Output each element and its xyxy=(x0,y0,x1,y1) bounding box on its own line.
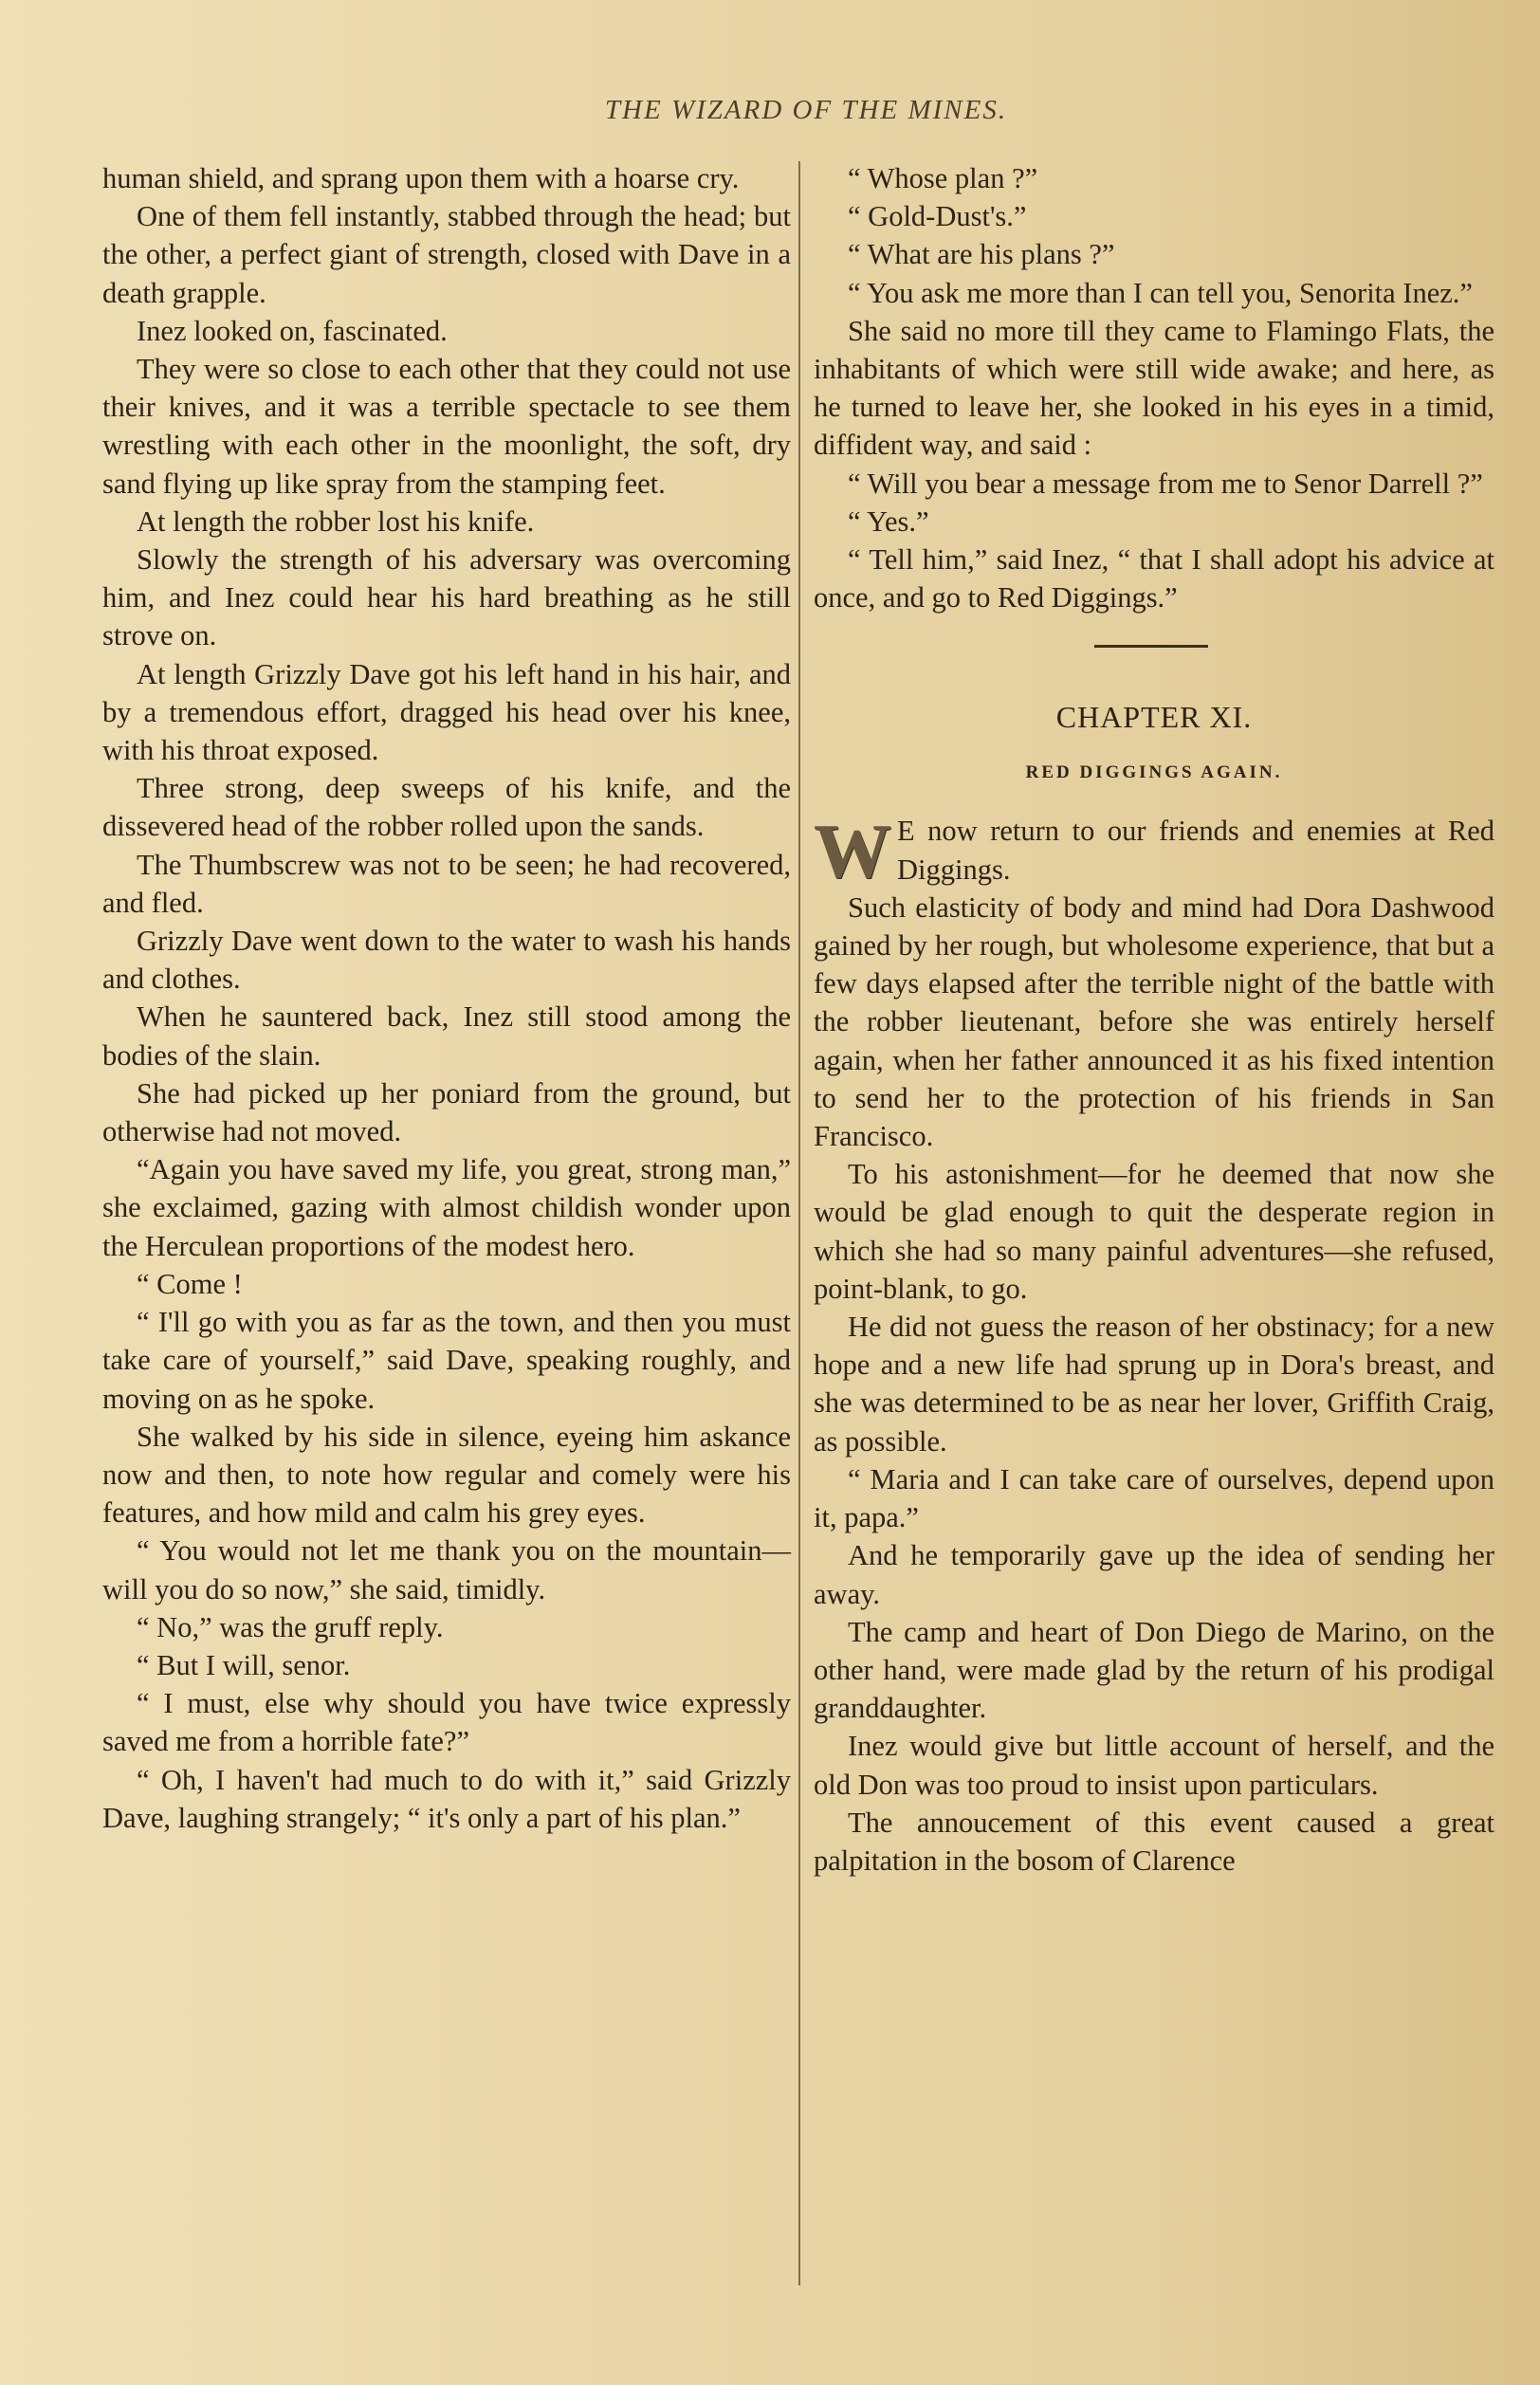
paragraph: At length Grizzly Dave got his left hand in his hair, and by a tremendous effort, dragged his head over his knee, with his throat exposed. xyxy=(102,657,791,767)
paragraph: “ Gold-Dust's.” xyxy=(848,200,1027,233)
paragraph: “ What are his plans ?” xyxy=(848,238,1115,271)
paragraph: “ No,” was the gruff reply. xyxy=(137,1610,444,1643)
paragraph: “ Oh, I haven't had much to do with it,” said Grizzly Dave, laughing strangely; “ it's only a part of his plan.” xyxy=(102,1763,791,1834)
paragraph: “ Come ! xyxy=(137,1267,243,1300)
separator-rule xyxy=(1094,645,1208,648)
section-separator xyxy=(814,616,1494,683)
paragraph: At length the robber lost his knife. xyxy=(137,505,535,538)
paragraph: “ I must, else why should you have twice expressly saved me from a horrible fate?” xyxy=(102,1687,791,1758)
paragraph: She said no more till they came to Flamingo Flats, the inhabitants of which were still wide awake; and here, as he turned to leave her, she looked in his eyes in a timid, diffident way, and said : xyxy=(814,314,1494,462)
paragraph: “ Whose plan ?” xyxy=(848,162,1038,194)
paragraph: One of them fell instantly, stabbed through the head; but the other, a perfect giant of strength, closed with Dave in a death grapple. xyxy=(102,200,791,309)
paragraph: “ Will you bear a message from me to Senor Darrell ?” xyxy=(848,467,1483,500)
column-rule xyxy=(798,161,800,2285)
right-column xyxy=(814,159,1494,1880)
paragraph: Inez would give but little account of herself, and the old Don was too proud to insist upon particulars. xyxy=(814,1730,1494,1801)
paragraph: “ I'll go with you as far as the town, and then you must take care of yourself,” said Dave, speaking roughly, and moving on as he spoke. xyxy=(102,1306,791,1415)
running-head: THE WIZARD OF THE MINES. xyxy=(604,95,1008,125)
paragraph: The Thumbscrew was not to be seen; he had recovered, and fled. xyxy=(102,848,791,919)
paragraph: Inez looked on, fascinated. xyxy=(137,314,448,347)
paragraph: To his astonishment—for he deemed that now she would be glad enough to quit the desperate region in which she had so many painful adventures—she refused, point-blank, to go. xyxy=(814,1158,1494,1305)
paragraph: human shield, and sprang upon them with a hoarse cry. xyxy=(102,162,740,194)
paragraph: Grizzly Dave went down to the water to wash his hands and clothes. xyxy=(102,925,791,996)
paragraph: She had picked up her poniard from the ground, but otherwise had not moved. xyxy=(102,1076,791,1148)
paragraph: “ Yes.” xyxy=(848,505,929,538)
paragraph: “Again you have saved my life, you great, strong man,” she exclaimed, gazing with almost childish wonder upon the Herculean proportions of the modest hero. xyxy=(102,1153,791,1262)
paragraph: When he sauntered back, Inez still stood among the bodies of the slain. xyxy=(102,1000,791,1072)
paragraph: Slowly the strength of his adversary was overcoming him, and Inez could hear his hard breathing as he still strove on. xyxy=(102,543,791,652)
paragraph: “ Maria and I can take care of ourselves, depend upon it, papa.” xyxy=(814,1462,1494,1534)
paragraph: They were so close to each other that they could not use their knives, and it was a terrible spectacle to see them wrestling with each other in the moonlight, the soft, dry sand flying up like spray from the stamping feet. xyxy=(102,353,791,500)
paragraph: Such elasticity of body and mind had Dora Dashwood gained by her rough, but wholesome experience, that but a few days elapsed after the terrible night of the battle with the robber lieutenant, before she was entirely herself again, when her father announced it as his fixed intention to send her to the protection of his friends in San Francisco. xyxy=(814,890,1494,1153)
paragraph: “ Tell him,” said Inez, “ that I shall adopt his advice at once, and go to Red Diggings.” xyxy=(814,543,1494,615)
chapter-subtitle: RED DIGGINGS AGAIN. xyxy=(1025,762,1283,783)
paragraph: She walked by his side in silence, eyeing him askance now and then, to note how regular and comely were his features, and how mild and calm his grey eyes. xyxy=(102,1420,791,1530)
paragraph: Three strong, deep sweeps of his knife, and the dissevered head of the robber rolled upon the sands. xyxy=(102,772,791,843)
opening-text: E now return to our friends and enemies at Red Diggings. xyxy=(897,815,1494,886)
paragraph: “ You would not let me thank you on the mountain—will you do so now,” she said, timidly. xyxy=(102,1534,791,1605)
paragraph: The camp and heart of Don Diego de Marino, on the other hand, were made glad by the return of his prodigal granddaughter. xyxy=(814,1615,1494,1725)
drop-cap: W xyxy=(814,808,891,895)
paragraph: And he temporarily gave up the idea of sending her away. xyxy=(814,1539,1494,1610)
paragraph: The annoucement of this event caused a great palpitation in the bosom of Clarence xyxy=(814,1806,1494,1877)
paragraph: “ But I will, senor. xyxy=(137,1648,351,1681)
paragraph: He did not guess the reason of her obstinacy; for a new hope and a new life had sprung up in Dora's breast, and she was determined to be as near her lover, Griffith Craig, as possible. xyxy=(814,1311,1494,1458)
paragraph: “ You ask me more than I can tell you, Senorita Inez.” xyxy=(848,276,1473,309)
left-column xyxy=(102,159,791,1837)
chapter-opening-paragraph xyxy=(814,808,1494,895)
chapter-title: CHAPTER XI. xyxy=(1055,700,1253,735)
